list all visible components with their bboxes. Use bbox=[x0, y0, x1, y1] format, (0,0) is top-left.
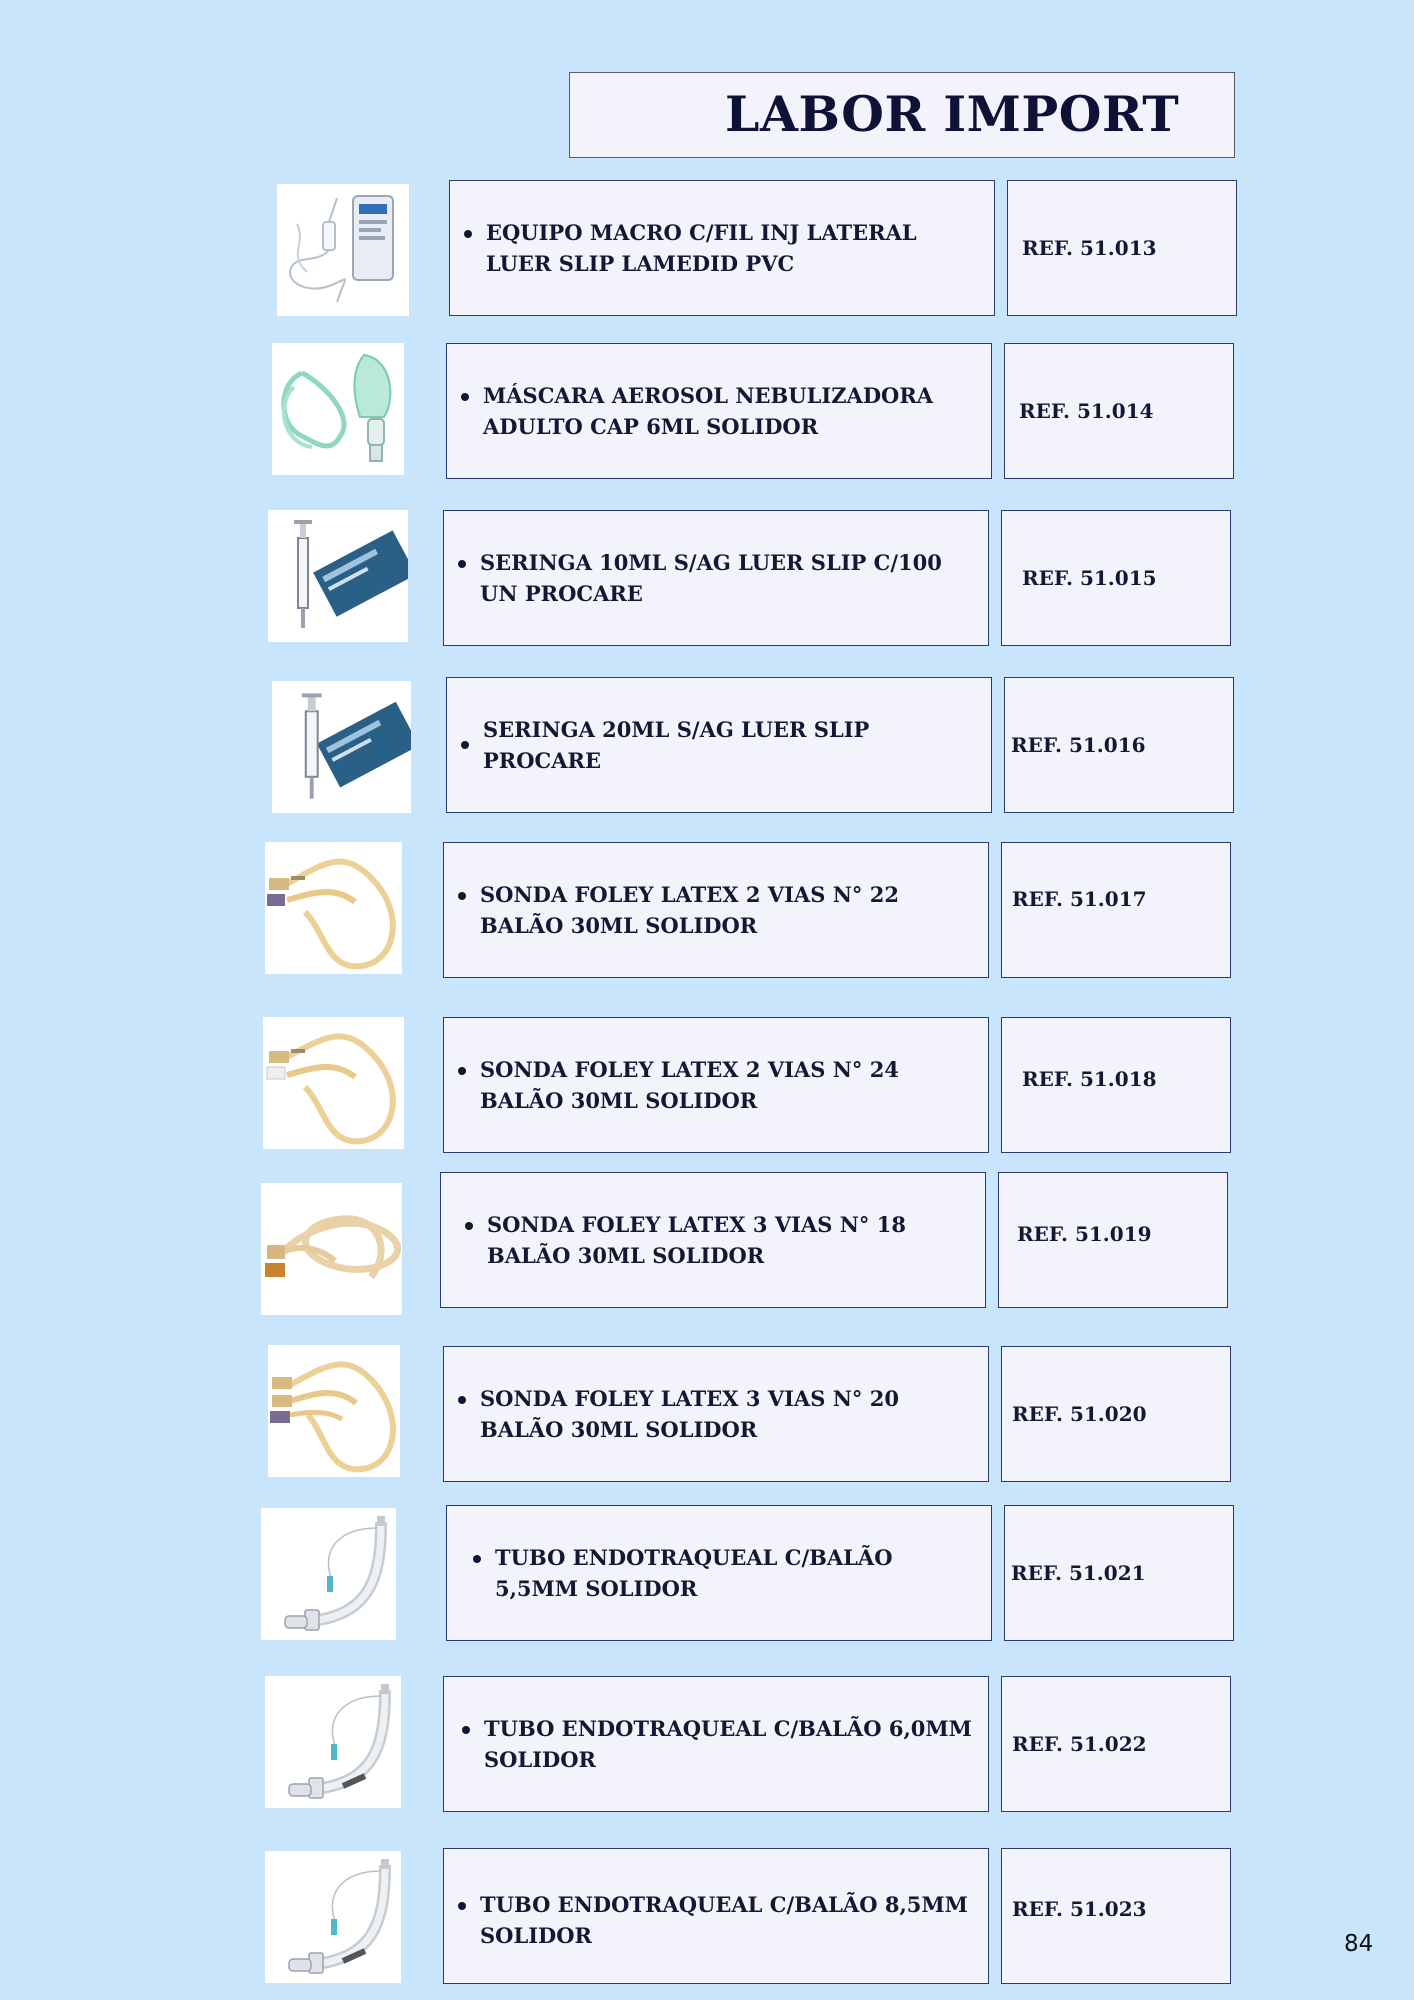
product-description-box bbox=[440, 1172, 986, 1308]
product-description: TUBO ENDOTRAQUEAL C/BALÃO 6,0MM SOLIDOR bbox=[484, 1716, 972, 1772]
product-ref: REF. 51.013 bbox=[1022, 236, 1157, 260]
product-image-foley-catheter bbox=[263, 1017, 404, 1149]
product-ref: REF. 51.020 bbox=[1012, 1402, 1147, 1426]
product-description: MÁSCARA AEROSOL NEBULIZADORA ADULTO CAP 6ML SOLIDOR bbox=[483, 383, 934, 439]
product-ref: REF. 51.018 bbox=[1022, 1067, 1157, 1091]
bullet-icon bbox=[464, 230, 472, 238]
product-image-iv-set bbox=[277, 184, 409, 316]
product-image-foley-catheter-coiled bbox=[261, 1183, 402, 1315]
product-description-box bbox=[446, 677, 992, 813]
endotracheal-tube-icon bbox=[265, 1676, 401, 1808]
product-ref: REF. 51.022 bbox=[1012, 1732, 1147, 1756]
bullet-icon bbox=[462, 1726, 470, 1734]
foley-catheter-icon bbox=[263, 1017, 404, 1149]
page-title: LABOR IMPORT bbox=[725, 85, 1180, 143]
product-ref: REF. 51.016 bbox=[1011, 733, 1146, 757]
product-description-box bbox=[443, 1848, 989, 1984]
product-image-syringe-box bbox=[272, 681, 411, 813]
bullet-icon bbox=[458, 1396, 466, 1404]
product-ref-box bbox=[1004, 1505, 1234, 1641]
product-description: SONDA FOLEY LATEX 3 VIAS N° 18 BALÃO 30ML SOLIDOR bbox=[487, 1212, 906, 1268]
product-ref-box bbox=[1004, 677, 1234, 813]
product-description-box bbox=[443, 842, 989, 978]
product-image-foley-catheter bbox=[268, 1345, 400, 1477]
product-ref-box bbox=[998, 1172, 1228, 1308]
product-ref-box bbox=[1001, 842, 1231, 978]
product-description-box bbox=[443, 510, 989, 646]
product-description: SERINGA 10ML S/AG LUER SLIP C/100 UN PROCARE bbox=[480, 550, 942, 606]
product-ref-box bbox=[1007, 180, 1237, 316]
product-description: EQUIPO MACRO C/FIL INJ LATERAL LUER SLIP LAMEDID PVC bbox=[486, 220, 917, 276]
product-description: TUBO ENDOTRAQUEAL C/BALÃO 5,5MM SOLIDOR bbox=[495, 1545, 893, 1601]
product-description: SONDA FOLEY LATEX 3 VIAS N° 20 BALÃO 30ML SOLIDOR bbox=[480, 1386, 899, 1442]
product-ref: REF. 51.019 bbox=[1017, 1222, 1152, 1246]
bullet-icon bbox=[465, 1222, 473, 1230]
iv-set-icon bbox=[277, 184, 409, 316]
bullet-icon bbox=[458, 892, 466, 900]
product-description-box bbox=[446, 1505, 992, 1641]
product-ref-box bbox=[1001, 1017, 1231, 1153]
product-description-box bbox=[443, 1676, 989, 1812]
product-description-box bbox=[443, 1017, 989, 1153]
product-ref-box bbox=[1004, 343, 1234, 479]
product-ref: REF. 51.017 bbox=[1012, 887, 1147, 911]
product-description: SONDA FOLEY LATEX 2 VIAS N° 24 BALÃO 30ML SOLIDOR bbox=[480, 1057, 899, 1113]
bullet-icon bbox=[458, 1067, 466, 1075]
product-description-box bbox=[449, 180, 995, 316]
product-ref: REF. 51.023 bbox=[1012, 1897, 1147, 1921]
foley-catheter-icon bbox=[265, 842, 402, 974]
bullet-icon bbox=[461, 393, 469, 401]
page-number: 84 bbox=[1344, 1931, 1374, 1957]
product-ref-box bbox=[1001, 1848, 1231, 1984]
product-image-foley-catheter bbox=[265, 842, 402, 974]
syringe-box-icon bbox=[268, 510, 408, 642]
endotracheal-tube-icon bbox=[265, 1851, 401, 1983]
product-ref-box bbox=[1001, 510, 1231, 646]
product-ref-box bbox=[1001, 1676, 1231, 1812]
product-ref: REF. 51.015 bbox=[1022, 566, 1157, 590]
product-ref: REF. 51.014 bbox=[1019, 399, 1154, 423]
product-description: SERINGA 20ML S/AG LUER SLIP PROCARE bbox=[483, 717, 870, 773]
endotracheal-tube-icon bbox=[261, 1508, 396, 1640]
bullet-icon bbox=[461, 741, 469, 749]
foley-catheter-icon bbox=[268, 1345, 400, 1477]
foley-catheter-coiled-icon bbox=[261, 1183, 402, 1315]
product-ref-box bbox=[1001, 1346, 1231, 1482]
product-image-endotracheal-tube bbox=[261, 1508, 396, 1640]
bullet-icon bbox=[458, 560, 466, 568]
nebulizer-mask-icon bbox=[272, 343, 404, 475]
product-description: SONDA FOLEY LATEX 2 VIAS N° 22 BALÃO 30ML SOLIDOR bbox=[480, 882, 899, 938]
bullet-icon bbox=[458, 1902, 466, 1910]
bullet-icon bbox=[473, 1555, 481, 1563]
product-image-endotracheal-tube bbox=[265, 1676, 401, 1808]
product-image-syringe-box bbox=[268, 510, 408, 642]
product-description: TUBO ENDOTRAQUEAL C/BALÃO 8,5MM SOLIDOR bbox=[480, 1892, 968, 1948]
syringe-box-icon bbox=[272, 681, 411, 813]
product-image-nebulizer-mask bbox=[272, 343, 404, 475]
header-title-box bbox=[569, 72, 1235, 158]
product-description-box bbox=[443, 1346, 989, 1482]
product-image-endotracheal-tube bbox=[265, 1851, 401, 1983]
product-description-box bbox=[446, 343, 992, 479]
product-ref: REF. 51.021 bbox=[1011, 1561, 1146, 1585]
